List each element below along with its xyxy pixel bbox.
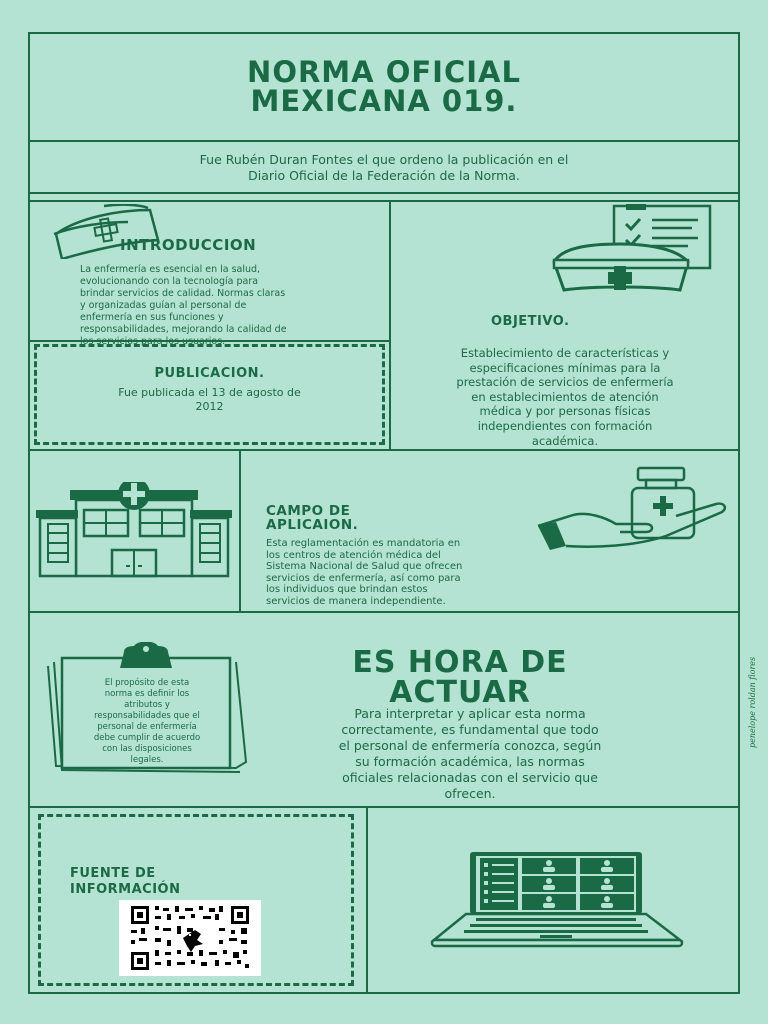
objetivo-line: prestación de servicios de enfermería (456, 375, 674, 390)
proposito-line: debe cumplir de acuerdo (93, 733, 201, 743)
objetivo-title: OBJETIVO. (491, 314, 570, 329)
objetivo-line: especificaciones mínimas para la (469, 360, 661, 375)
qr-code[interactable] (119, 900, 261, 976)
actuar-title-line-1: ES HORA DE (352, 645, 568, 680)
proposito-line: responsabilidades que el (94, 711, 200, 721)
divider (28, 806, 740, 808)
divider (239, 449, 241, 612)
divider (28, 611, 740, 613)
divider (389, 200, 391, 450)
proposito-line: con las disposiciones (102, 744, 192, 754)
campo-title-line-2: APLICAION. (266, 517, 359, 533)
proposito-line: personal de enfermería (97, 722, 197, 732)
proposito-text (70, 678, 224, 766)
publicacion-title: PUBLICACION. (154, 366, 265, 381)
introduccion-title: INTRODUCCION (120, 236, 257, 254)
introduccion-line: y organizadas guían al personal de (80, 300, 247, 311)
introduccion-line: responsabilidades, mejorando la calidad de (80, 324, 287, 335)
divider (28, 200, 740, 202)
campo-line: los individuos que brindan estos (266, 584, 428, 596)
campo-line: los centros de atención médica del (266, 549, 441, 561)
campo-line: Esta reglamentación es mandatoria en (266, 538, 461, 549)
objetivo-text (402, 346, 728, 448)
publicacion-line-1: Fue publicada el 13 de agosto de (118, 386, 301, 399)
intro-sentence-line-1: Fue Rubén Duran Fontes el que ordeno la publicación en el (199, 152, 569, 167)
signature-text: penelope roldan flores (748, 656, 757, 748)
introduccion-text (80, 264, 380, 348)
hospital-icon (34, 482, 234, 578)
publicacion-text (34, 386, 385, 414)
intro-sentence-line-2: Diario Oficial de la Federación de la Norma. (248, 168, 520, 183)
actuar-line: oficiales relacionadas con el servicio que (342, 770, 598, 785)
divider (366, 806, 368, 994)
divider (28, 140, 740, 142)
actuar-line: su formación académica, las normas (355, 754, 585, 769)
introduccion-line: La enfermería es esencial en la salud, (80, 264, 261, 275)
actuar-title-line-2: ACTUAR (389, 675, 531, 710)
campo-line: Sistema Nacional de Salud que ofrecen (266, 561, 463, 573)
page-title-line-2: MEXICANA 019. (250, 84, 518, 118)
actuar-line: Para interpretar y aplicar esta norma (354, 706, 586, 721)
clipboard-nurse-cap-icon (552, 204, 714, 298)
introduccion-line: enfermería en sus funciones y (80, 312, 224, 323)
publicacion-line-2: 2012 (195, 400, 224, 413)
page-title-line-1: NORMA OFICIAL (247, 55, 521, 89)
objetivo-line: Establecimiento de características y (460, 346, 670, 360)
actuar-line: correctamente, es fundamental que todo (341, 722, 599, 737)
introduccion-line: evolucionando con la tecnología para (80, 276, 259, 287)
divider (28, 449, 740, 451)
page-title (28, 55, 740, 118)
actuar-line: ofrecen. (444, 786, 496, 801)
campo-line: servicios de enfermería, así como para (266, 572, 461, 584)
proposito-line: atributos y (124, 700, 170, 710)
fuente-title (70, 866, 180, 898)
campo-title (266, 504, 358, 532)
introduccion-line: brindar servicios de calidad. Normas claras (80, 288, 286, 299)
objetivo-line: independientes con formación (477, 418, 653, 433)
fuente-title-line-1: FUENTE DE (70, 866, 156, 881)
objetivo-line: académica. (531, 433, 599, 448)
objetivo-line: médica y por personas físicas (479, 404, 651, 419)
proposito-line: norma es definir los (104, 689, 190, 699)
hand-medicine-icon (536, 466, 728, 556)
proposito-line: El propósito de esta (104, 678, 190, 688)
actuar-text (270, 706, 670, 802)
intro-sentence (28, 152, 740, 184)
objetivo-line: en establecimientos de atención (471, 389, 659, 404)
proposito-line: legales. (130, 755, 164, 765)
actuar-title (270, 645, 650, 710)
campo-text (266, 538, 536, 608)
actuar-line: el personal de enfermería conozca, según (338, 738, 602, 753)
campo-line: servicios de manera independiente. (266, 595, 446, 607)
signature (748, 640, 762, 750)
introduccion-line: los servicios para los usuarios. (80, 336, 226, 347)
fuente-title-line-2: INFORMACIÓN (70, 882, 181, 897)
divider (28, 192, 740, 194)
laptop-video-call-icon (430, 848, 684, 952)
campo-title-line-1: CAMPO DE (266, 503, 351, 519)
